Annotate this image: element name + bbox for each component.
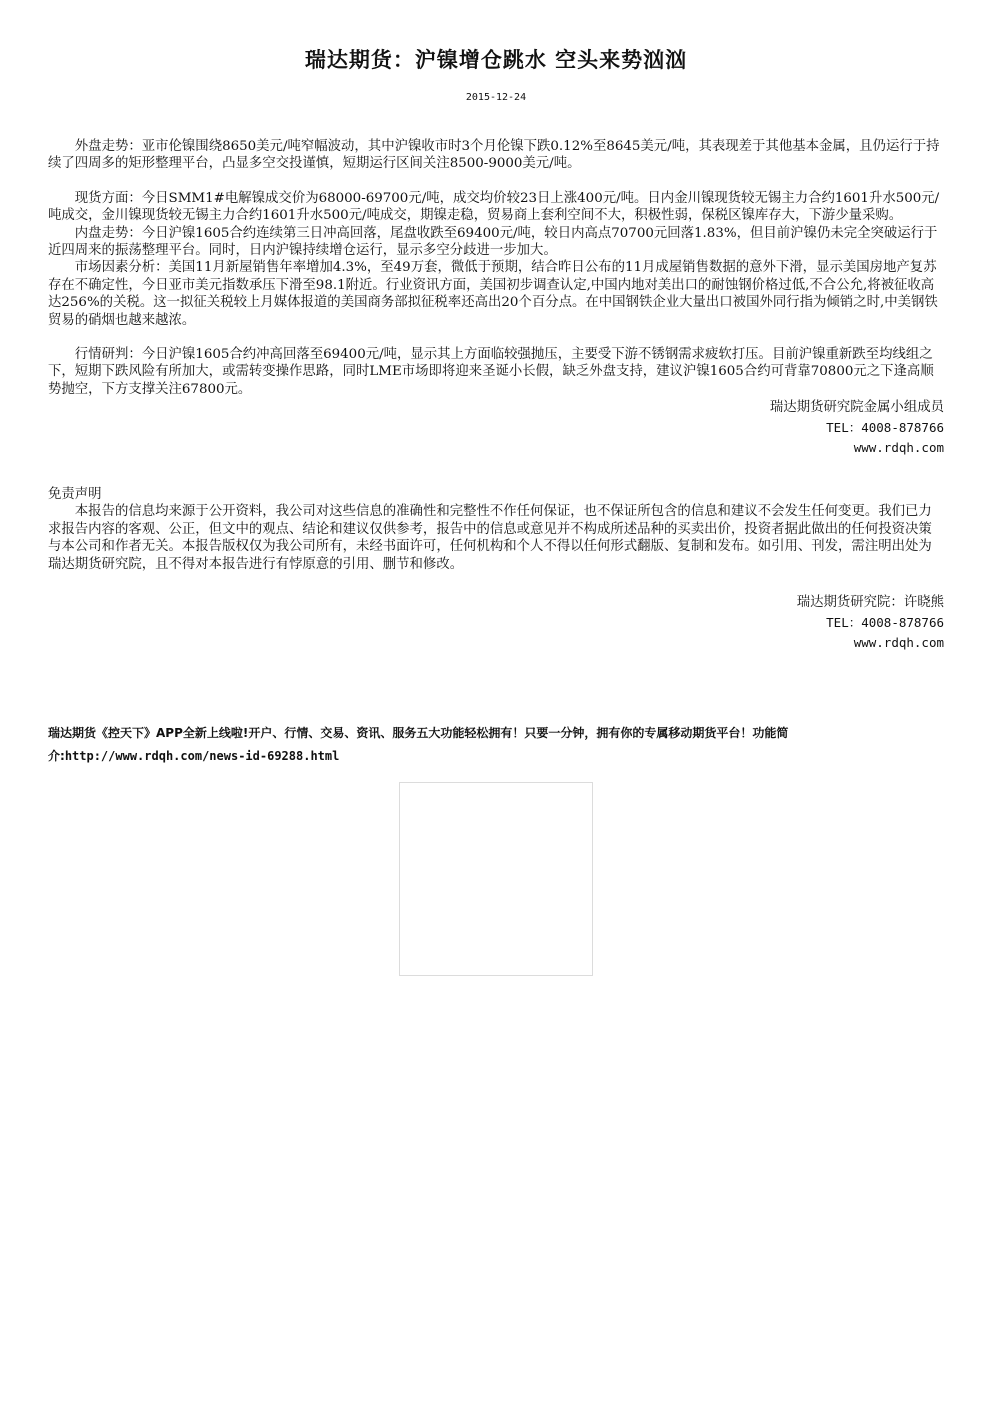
image-placeholder [399,782,593,976]
signature-org: 瑞达期货研究院金属小组成员 [769,400,944,416]
author-website: www.rdqh.com [853,635,944,651]
paragraph-spot: 现货方面：今日SMM1#电解镍成交价为68000-69700元/吨，成交均价较23日上涨400元/吨。日内金川镍现货较无锡主力合约1601升水500元/吨成交，金川镍现货较无锡主力合约1601升水500元/吨成交，期镍走稳，贸易商上套利空间不大，积极性弱，保税区镍库存大，下游少量采购。 [48,190,940,224]
article-body [48,138,944,458]
paragraph-outer-market: 外盘走势：亚市伦镍围绕8650美元/吨窄幅波动，其中沪镍收市时3个月伦镍下跌0.12%至8645美元/吨，其表现差于其他基本金属，且仍运行于持续了四周多的矩形整理平台，凸显多空交投谨慎，短期运行区间关注8500-9000美元/吨。 [48,139,940,172]
app-promo-link[interactable]: http://www.rdqh.com/news-id-69288.html [64,749,340,763]
signature-website: www.rdqh.com [853,440,944,456]
disclaimer-text: 本报告的信息均来源于公开资料，我公司对这些信息的准确性和完整性不作任何保证，也不保证所包含的信息和建议不会发生任何变更。我们已力求报告内容的客观、公正，但文中的观点、结论和建议仅供参考，报告中的信息或意见并不构成所述品种的买卖出价，投资者据此做出的任何投资决策与本公司和作者无关。本报告版权仅为我公司所有，未经书面许可，任何机构和个人不得以任何形式翻版、复制和发布。如引用、刊发，需注明出处为瑞达期货研究院，且不得对本报告进行有悖原意的引用、删节和修改。 [48,504,932,572]
signature-tel: TEL：4008-878766 [826,420,944,436]
app-promo-text: 瑞达期货《控天下》APP全新上线啦!开户、行情、交易、资讯、服务五大功能轻松拥有！只要一分钟，拥有你的专属移动期货平台！功能简介: [48,726,789,763]
paragraph-domestic: 内盘走势：今日沪镍1605合约连续第三日冲高回落，尾盘收跌至69400元/吨，较日内高点70700元回落1.83%，但目前沪镍仍未完全突破运行于近四周来的振荡整理平台。同时，日内沪镍持续增仓运行，显示多空分歧进一步加大。 [48,225,938,259]
page-title: 瑞达期货：沪镍增仓跳水 空头来势汹汹 [304,48,688,72]
publish-date: 2015-12-24 [465,92,527,103]
paragraph-factors: 市场因素分析：美国11月新屋销售年率增加4.3%，至49万套，微低于预期，结合昨日公布的11月成屋销售数据的意外下滑，显示美国房地产复苏存在不确定性，今日亚市美元指数承压下滑至98.1附近。行业资讯方面，美国初步调查认定,中国内地对美出口的耐蚀钢价格过低,不合公允,将被征收高达256%的关税。这一拟征关税较上月媒体报道的美国商务部拟征税率还高出20个百分点。在中国钢铁企业大量出口被国外同行指为倾销之时,中美钢铁贸易的硝烟也越来越浓。 [48,260,938,328]
app-promo [48,722,888,768]
author-tel: TEL：4008-878766 [826,615,944,631]
paragraph-outlook: 行情研判：今日沪镍1605合约冲高回落至69400元/吨，显示其上方面临较强抛压，主要受下游不锈钢需求疲软打压。目前沪镍重新跌至均线组之下，短期下跌风险有所加大，或需转变操作思路，同时LME市场即将迎来圣诞小长假，缺乏外盘支持，建议沪镍1605合约可背靠70800元之下逢高顺势抛空，下方支撑关注67800元。 [48,347,934,397]
disclaimer-heading: 免责声明 [48,487,102,502]
author-signature: 瑞达期货研究院：许晓熊 [796,595,944,611]
disclaimer-section [48,486,944,653]
